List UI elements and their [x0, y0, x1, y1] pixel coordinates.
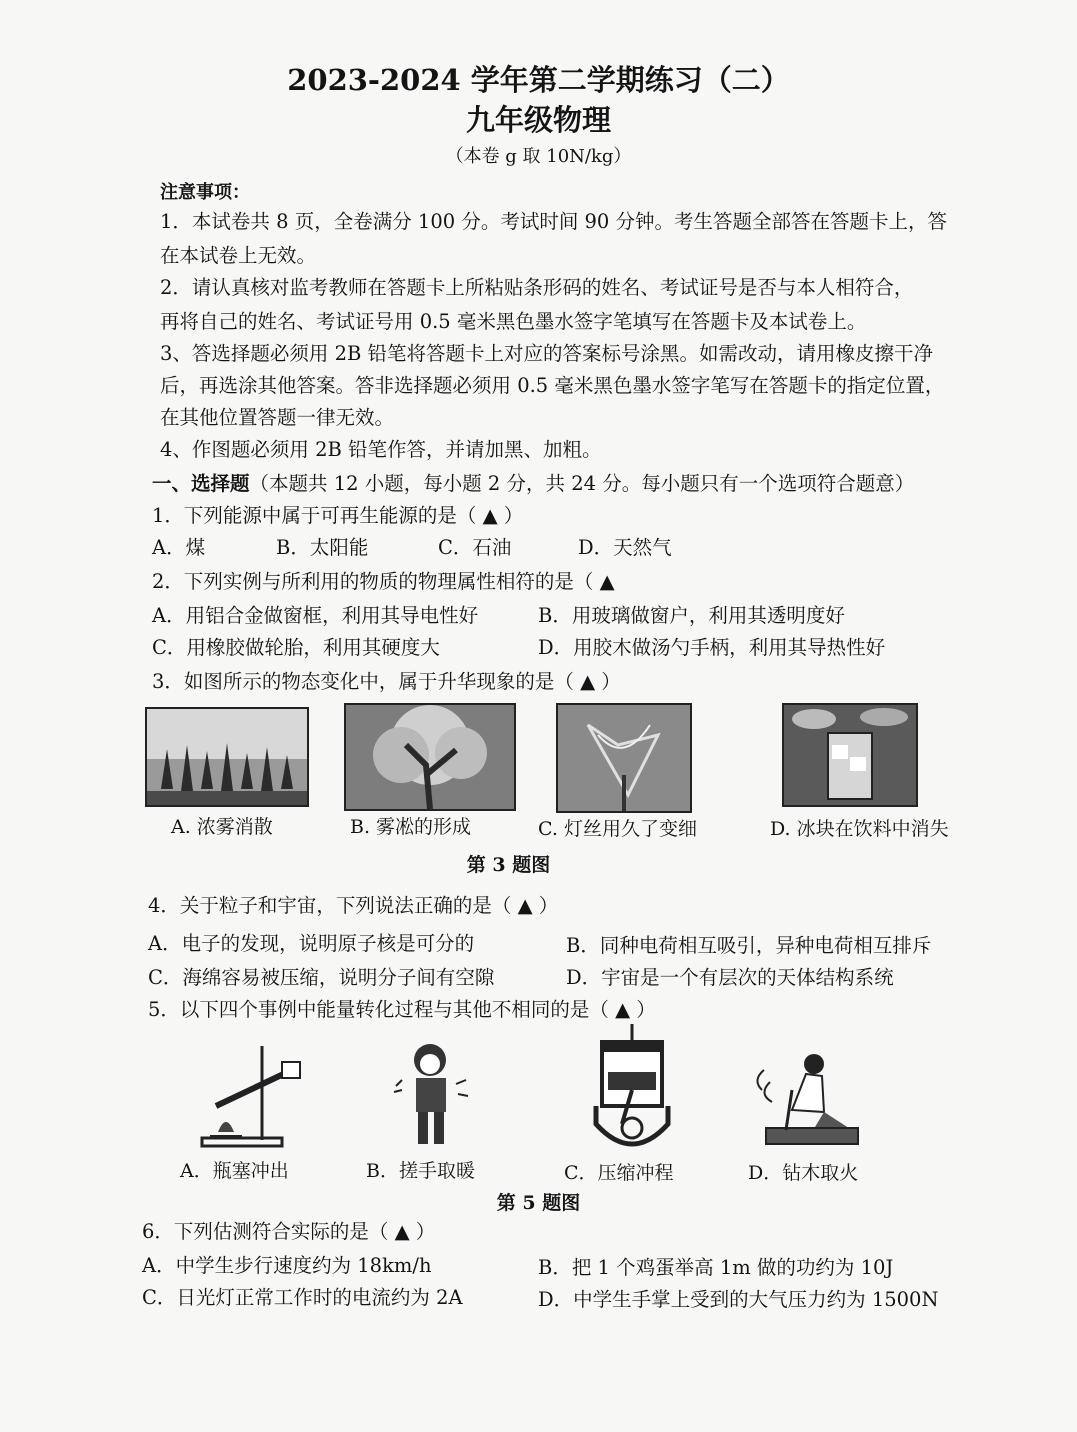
- section-heading: [152, 468, 914, 496]
- notice-line: 在本试卷上无效。: [160, 244, 317, 267]
- option-d: D．宇宙是一个有层次的天体结构系统: [566, 966, 894, 989]
- figure-5-caption: 第 5 题图: [496, 1192, 581, 1214]
- option-a: A．中学生步行速度约为 18km/h: [142, 1254, 432, 1277]
- figure-caption-c: C. 灯丝用久了变细: [538, 818, 697, 840]
- notice-line: 在其他位置答题一律无效。: [160, 406, 395, 429]
- figure-caption-c: C．压缩冲程: [564, 1162, 674, 1184]
- notice-line: 2．请认真核对监考教师在答题卡上所粘贴条形码的姓名、考试证号是否与本人相符合，: [160, 276, 914, 299]
- rubbing-hands-image: [392, 1040, 472, 1148]
- option-d: D．用胶木做汤勺手柄，利用其导热性好: [538, 636, 886, 659]
- question-stem: 5．以下四个事例中能量转化过程与其他不相同的是（ ▲ ）: [148, 998, 656, 1021]
- option-b: B．太阳能: [276, 536, 369, 559]
- bottle-cork-apparatus-image: [196, 1040, 308, 1148]
- fog-dissipating-image: [145, 707, 309, 807]
- figure-caption-a: A．瓶塞冲出: [180, 1160, 289, 1182]
- exam-subject: 九年级物理: [465, 103, 611, 137]
- question-stem: 1．下列能源中属于可再生能源的是（ ▲ ）: [152, 504, 524, 527]
- option-b: B．把 1 个鸡蛋举高 1m 做的功约为 10J: [538, 1256, 894, 1279]
- notice-heading: 注意事项：: [160, 182, 250, 203]
- figure-caption-a: A. 浓雾消散: [171, 816, 273, 838]
- option-b: B．用玻璃做窗户，利用其透明度好: [538, 604, 845, 627]
- section-title: 一、选择题: [152, 472, 250, 495]
- question-stem: 6．下列估测符合实际的是（ ▲ ）: [142, 1220, 436, 1243]
- figure-caption-b: B. 雾凇的形成: [350, 816, 472, 838]
- option-c: C．日光灯正常工作时的电流约为 2A: [142, 1286, 463, 1309]
- option-d: D．中学生手掌上受到的大气压力约为 1500N: [538, 1288, 939, 1311]
- figure-3-caption: 第 3 题图: [466, 854, 551, 876]
- ice-in-drink-image: [782, 703, 918, 807]
- notice-line: 1．本试卷共 8 页，全卷满分 100 分。考试时间 90 分钟。考生答题全部答在答题卡上，答: [160, 210, 948, 233]
- notice-line: 4、作图题必须用 2B 铅笔作答，并请加黑、加粗。: [160, 438, 602, 461]
- rime-formation-image: [344, 703, 516, 811]
- exam-note: （本卷 g 取 10N/kg）: [445, 146, 632, 167]
- option-a: A．用铝合金做窗框，利用其导电性好: [152, 604, 479, 627]
- option-b: B．同种电荷相互吸引，异种电荷相互排斥: [566, 934, 932, 957]
- option-a: A．电子的发现，说明原子核是可分的: [148, 932, 475, 955]
- question-stem: 2．下列实例与所利用的物质的物理属性相符的是（ ▲: [152, 570, 615, 593]
- question-stem: 3．如图所示的物态变化中，属于升华现象的是（ ▲ ）: [152, 670, 621, 693]
- figure-caption-d: D．钻木取火: [748, 1162, 859, 1184]
- option-c: C．海绵容易被压缩，说明分子间有空隙: [148, 966, 495, 989]
- option-d: D．天然气: [578, 536, 672, 559]
- question-stem: 4．关于粒子和宇宙，下列说法正确的是（ ▲ ）: [148, 894, 559, 917]
- figure-caption-b: B．搓手取暖: [366, 1160, 475, 1182]
- notice-line: 再将自己的姓名、考试证号用 0.5 毫米黑色墨水签字笔填写在答题卡及本试卷上。: [160, 310, 867, 333]
- filament-thinning-image: [556, 703, 692, 813]
- option-c: C．石油: [438, 536, 512, 559]
- drilling-wood-fire-image: [752, 1050, 862, 1150]
- exam-title: 2023-2024 学年第二学期练习（二）: [287, 63, 790, 97]
- figure-caption-d: D. 冰块在饮料中消失: [770, 818, 949, 840]
- compression-stroke-engine-image: [592, 1024, 672, 1156]
- notice-line: 3、答选择题必须用 2B 铅笔将答题卡上对应的答案标号涂黑。如需改动，请用橡皮擦干净: [160, 342, 934, 365]
- option-c: C．用橡胶做轮胎，利用其硬度大: [152, 636, 440, 659]
- option-a: A．煤: [152, 536, 206, 559]
- section-description: （本题共 12 小题，每小题 2 分，共 24 分。每小题只有一个选项符合题意）: [249, 472, 915, 495]
- notice-line: 后，再选涂其他答案。答非选择题必须用 0.5 毫米黑色墨水签字笔写在答题卡的指定位置，: [160, 374, 945, 397]
